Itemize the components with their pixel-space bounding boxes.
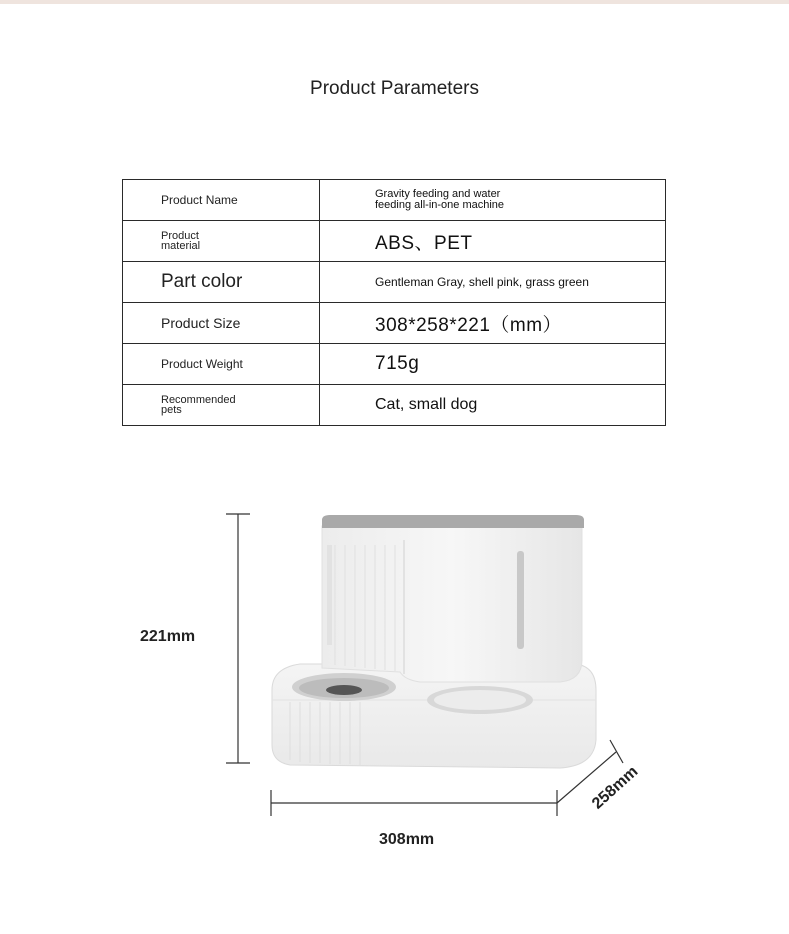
param-value: Cat, small dog <box>320 385 666 426</box>
param-label: Product material <box>123 221 320 262</box>
param-value: Gravity feeding and water feeding all-in-one machine <box>320 180 666 221</box>
width-label: 308mm <box>379 831 435 848</box>
feeder-lid <box>322 515 584 528</box>
param-label: Product Name <box>123 180 320 221</box>
food-bowl <box>292 673 396 701</box>
depth-label: 258mm <box>589 763 642 813</box>
param-label: Product Size <box>123 303 320 344</box>
param-value: ABS、PET <box>320 221 666 262</box>
param-label: Recommended pets <box>123 385 320 426</box>
param-value: 715g <box>320 344 666 385</box>
feeder-tank <box>322 526 582 682</box>
param-label: Part color <box>123 262 320 303</box>
param-value: Gentleman Gray, shell pink, grass green <box>320 262 666 303</box>
width-dimension-line <box>271 790 557 816</box>
param-label: Product Weight <box>123 344 320 385</box>
page-title: Product Parameters <box>310 78 479 99</box>
water-bowl <box>427 686 533 714</box>
param-value: 308*258*221（mm） <box>320 303 666 344</box>
height-dimension-line <box>226 514 250 763</box>
height-label: 221mm <box>140 628 196 645</box>
level-window <box>517 551 524 649</box>
